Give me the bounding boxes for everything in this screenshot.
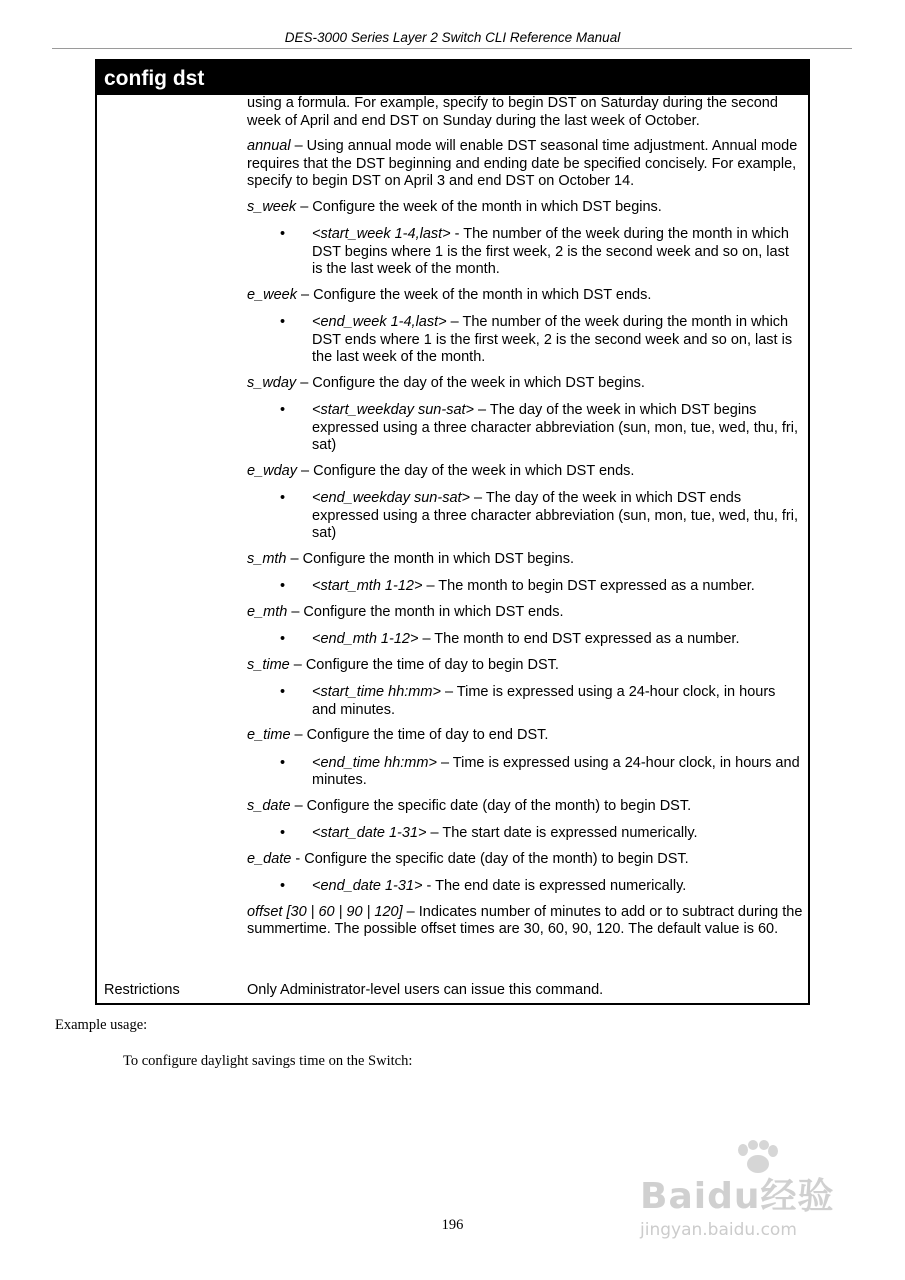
parameter-term: <end_date 1-31>: [312, 878, 423, 894]
parameters-cell: [247, 95, 803, 939]
parameter-text: – The day of the week in which DST ends expressed using a three character abbreviation (sun, mon, tue, wed, thu, fri, sat): [312, 490, 799, 541]
bullet-icon: •: [280, 631, 286, 647]
parameter-text: – Configure the month in which DST ends.: [287, 603, 564, 620]
running-header: DES-3000 Series Layer 2 Switch CLI Reference Manual: [284, 30, 621, 45]
parameter-term: <end_time hh:mm>: [312, 754, 437, 771]
parameter-description: [247, 604, 803, 622]
parameter-text: – Configure the specific date (day of the month) to begin DST.: [290, 797, 692, 814]
parameter-text: – Configure the week of the month in which DST ends.: [296, 286, 652, 303]
parameter-bullet: [247, 578, 803, 596]
parameter-term: e_mth: [247, 603, 288, 620]
parameter-term: e_time: [247, 727, 291, 743]
parameter-bullet: [247, 755, 803, 790]
header-rule: [52, 48, 852, 49]
parameter-bullet: [247, 684, 803, 719]
watermark-url: jingyan.baidu.com: [640, 1220, 797, 1240]
parameter-term: <start_time hh:mm>: [312, 684, 441, 700]
parameter-description: [247, 95, 803, 130]
parameter-description: [247, 657, 803, 675]
parameter-term: <start_mth 1-12>: [312, 578, 423, 594]
parameter-text: – Configure the time of day to end DST.: [290, 727, 549, 743]
parameter-bullet: [247, 825, 803, 843]
page-number: 196: [441, 1217, 464, 1233]
parameter-description: [247, 551, 803, 569]
parameter-text: – Configure the time of day to begin DST.: [289, 656, 559, 673]
parameter-term: <end_mth 1-12>: [312, 631, 419, 647]
command-title: config dst: [97, 61, 808, 95]
parameter-text: – Configure the day of the week in which DST begins.: [296, 374, 645, 391]
parameter-text: using a formula. For example, specify to begin DST on Saturday during the second week of April and end DST on Sunday during the last week of October.: [247, 95, 778, 129]
parameter-text: – The number of the week during the month in which DST ends where 1 is the first week, 2 is the second week and so on, last is the last week of the month.: [312, 314, 793, 365]
command-table: [95, 59, 810, 1005]
parameter-text: – Configure the day of the week in which DST ends.: [296, 462, 635, 479]
parameter-text: – Configure the week of the month in which DST begins.: [296, 198, 662, 215]
parameter-term: e_week: [247, 286, 297, 303]
parameter-term: s_date: [247, 797, 291, 814]
parameter-bullet: [247, 314, 803, 367]
parameter-description: [247, 851, 803, 869]
parameter-bullet: [247, 226, 803, 279]
bullet-icon: •: [280, 314, 286, 330]
parameter-term: s_mth: [247, 550, 287, 567]
parameter-text: – Using annual mode will enable DST seasonal time adjustment. Annual mode requires that the DST beginning and ending date be specified concisely. For example, specify to begin DST on April 3 and end DST on October 14.: [247, 138, 798, 189]
parameter-description: [247, 287, 803, 305]
parameter-description: [247, 904, 803, 939]
parameter-description: [247, 138, 803, 191]
parameter-text: – The day of the week in which DST begins expressed using a three character abbreviation (sun, mon, tue, wed, thu, fri, sat): [312, 402, 799, 453]
parameter-description: [247, 375, 803, 393]
example-description: To configure daylight savings time on the Switch:: [123, 1053, 413, 1069]
bullet-icon: •: [280, 684, 286, 700]
parameter-bullet: [247, 878, 803, 896]
parameter-text: – The month to begin DST expressed as a number.: [422, 578, 755, 594]
parameter-text: – Indicates number of minutes to add or to subtract during the summertime. The possible offset times are 30, 60, 90, 120. The default value is 60.: [247, 903, 803, 937]
parameter-text: – Configure the month in which DST begins.: [286, 550, 574, 567]
parameter-bullet: [247, 631, 803, 649]
parameter-description: [247, 727, 803, 745]
restrictions-label: Restrictions: [104, 982, 180, 998]
bullet-icon: •: [280, 226, 286, 242]
parameter-text: – The month to end DST expressed as a number.: [418, 631, 740, 647]
parameter-term: e_wday: [247, 462, 297, 479]
parameter-text: - The end date is expressed numerically.: [422, 878, 687, 894]
parameter-bullet: [247, 490, 803, 543]
parameter-description: [247, 463, 803, 481]
parameter-term: annual: [247, 138, 291, 154]
parameter-bullet: [247, 402, 803, 455]
parameter-term: offset [30 | 60 | 90 | 120]: [247, 903, 403, 920]
parameter-term: <end_weekday sun-sat>: [312, 490, 470, 506]
parameter-term: <start_weekday sun-sat>: [312, 402, 475, 418]
parameter-term: s_wday: [247, 374, 297, 391]
parameter-term: <end_week 1-4,last>: [312, 314, 447, 330]
parameter-text: - Configure the specific date (day of the month) to begin DST.: [291, 850, 689, 867]
parameter-text: - The number of the week during the month in which DST begins where 1 is the first week, 2 is the second week and so on, last is the last week of the month.: [312, 226, 789, 277]
restrictions-text: Only Administrator-level users can issue this command.: [247, 982, 604, 998]
baidu-watermark: [640, 1140, 855, 1250]
watermark-logo-text: Baidu经验: [640, 1176, 835, 1217]
bullet-icon: •: [280, 578, 286, 594]
bullet-icon: •: [280, 825, 286, 841]
parameter-term: s_time: [247, 656, 290, 673]
parameter-term: <start_date 1-31>: [312, 825, 427, 841]
parameter-term: e_date: [247, 850, 292, 867]
bullet-icon: •: [280, 402, 286, 418]
parameter-term: <start_week 1-4,last>: [312, 226, 451, 242]
example-usage-label: Example usage:: [55, 1017, 148, 1033]
bullet-icon: •: [280, 754, 286, 771]
bullet-icon: •: [280, 490, 286, 506]
parameter-description: [247, 798, 803, 816]
bullet-icon: •: [280, 878, 286, 894]
parameter-description: [247, 199, 803, 217]
parameter-text: – The start date is expressed numerically.: [426, 825, 698, 841]
parameter-term: s_week: [247, 198, 297, 215]
parameter-text: – Time is expressed using a 24-hour clock, in hours and minutes.: [312, 754, 800, 788]
parameter-text: – Time is expressed using a 24-hour clock, in hours and minutes.: [312, 684, 776, 718]
